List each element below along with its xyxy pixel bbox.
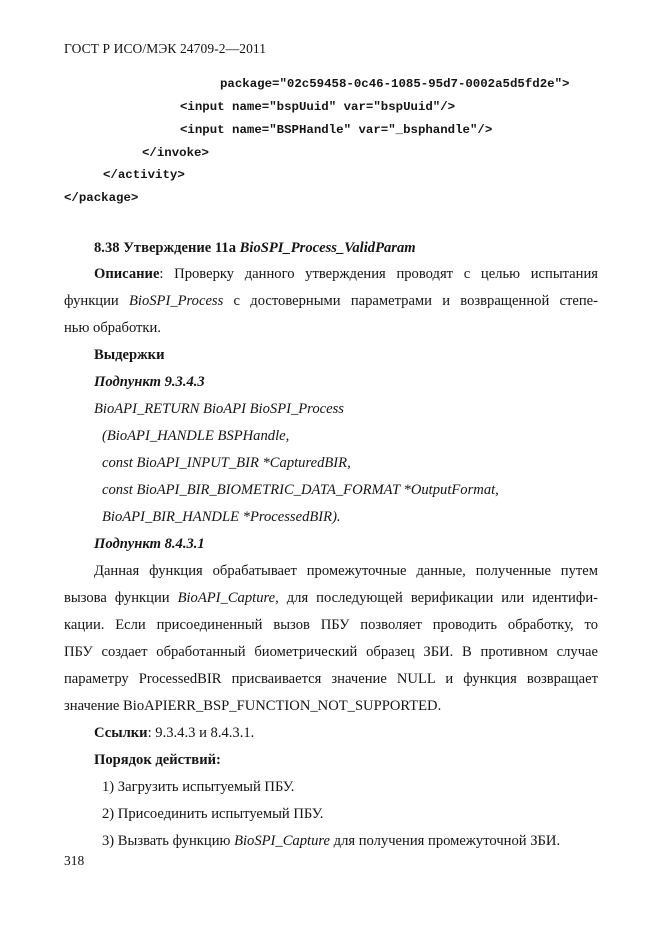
procedure-step: 2) Присоединить испытуемый ПБУ. [102,806,324,822]
section-number: 8.38 Утверждение 11а [94,240,240,256]
code-line: </invoke> [142,146,209,160]
procedure-heading: Порядок действий: [94,752,221,768]
description-line: нью обработки. [64,320,161,336]
code-line: </activity> [103,168,185,182]
procedure-step: 1) Загрузить испытуемый ПБУ. [102,779,295,795]
signature-line: BioAPI_BIR_HANDLE *ProcessedBIR). [102,509,341,525]
signature-line: (BioAPI_HANDLE BSPHandle, [102,428,290,444]
signature-line: BioAPI_RETURN BioAPI BioSPI_Process [94,401,344,417]
procedure-step: 3) Вызвать функцию BioSPI_Capture для получения промежуточной ЗБИ. [102,833,561,849]
body-line: Данная функция обрабатывает промежуточные данные, полученные путем [94,563,598,579]
code-line: <input name="BSPHandle" var="_bsphandle"/> [180,123,493,137]
references-label: Ссылки [94,725,148,741]
document-header: ГОСТ Р ИСО/МЭК 24709-2—2011 [64,41,267,56]
description-line: Описание: Проверку данного утверждения проводят с целью испытания [94,266,598,282]
code-line: <input name="bspUuid" var="bspUuid"/> [180,100,456,114]
body-line: параметру ProcessedBIR присваивается значение NULL и функция возвращает [64,671,598,687]
extracts-heading: Выдержки [94,347,165,363]
section-name: BioSPI_Process_ValidParam [239,240,416,256]
body-line: вызова функции BioAPI_Capture, для последующей верификации или идентифи- [64,590,598,606]
description-line: функции BioSPI_Process с достоверными параметрами и возвращенной степе- [64,293,598,309]
signature-line: const BioAPI_BIR_BIOMETRIC_DATA_FORMAT *OutputFormat, [102,482,499,498]
body-line: ПБУ создает обработанный биометрический образец ЗБИ. В противном случае [64,644,598,660]
body-line: значение BioAPIERR_BSP_FUNCTION_NOT_SUPPORTED. [64,698,442,714]
signature-line: const BioAPI_INPUT_BIR *CapturedBIR, [102,455,351,471]
page-number: 318 [64,853,85,868]
subclause-heading: Подпункт 8.4.3.1 [94,536,205,552]
section-heading [94,240,416,257]
subclause-heading: Подпункт 9.3.4.3 [94,374,205,390]
code-line: </package> [64,191,139,205]
body-line: кации. Если присоединенный вызов ПБУ позволяет проводить обработку, то [64,617,598,633]
code-line: package="02c59458-0c46-1085-95d7-0002a5d5fd2e"> [220,77,570,91]
description-label: Описание [94,266,160,282]
references: Ссылки: 9.3.4.3 и 8.4.3.1. [94,725,255,741]
